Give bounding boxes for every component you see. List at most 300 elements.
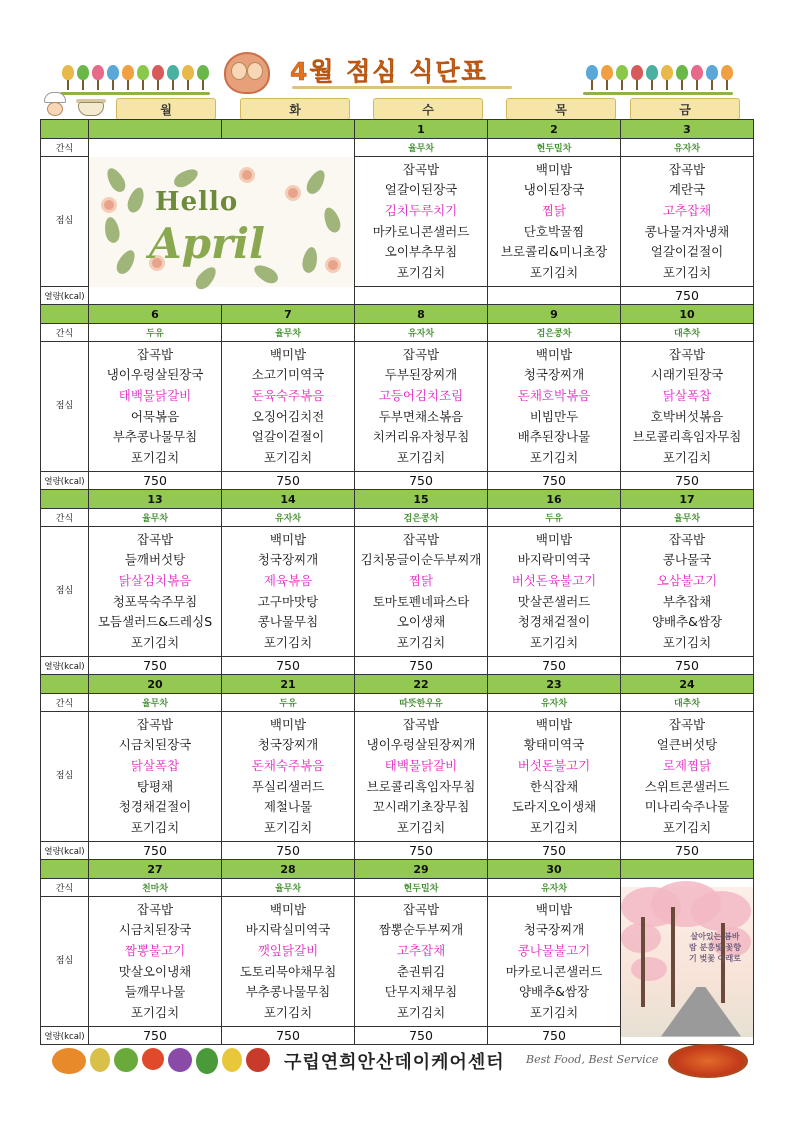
flower-icon	[101, 197, 117, 213]
kcal-cell: 750	[355, 1027, 488, 1045]
main-dish: 닭살김치볶음	[118, 572, 192, 588]
dish: 백미밥	[535, 901, 573, 917]
kcal-cell: 750	[355, 472, 488, 490]
lunch-cell	[355, 897, 488, 1027]
main-dish: 고추잡채	[396, 942, 446, 958]
dish: 오징어김치전	[251, 408, 325, 424]
dish: 비빔만두	[529, 408, 579, 424]
title-area	[220, 46, 540, 96]
dish: 콩나물무침	[257, 614, 319, 630]
tree-icon	[676, 65, 688, 90]
date-row	[41, 120, 754, 139]
dish: 포기김치	[662, 819, 712, 835]
lunch-cell	[488, 712, 621, 842]
kcal-label: 열량(kcal)	[41, 1027, 89, 1045]
snack-cell: 유자차	[488, 694, 621, 712]
snack-label: 간식	[41, 879, 89, 897]
dish: 잡곡밥	[402, 531, 440, 547]
lunch-label: 점심	[41, 712, 89, 842]
april-text: April	[149, 218, 265, 268]
tree-icon	[691, 65, 703, 90]
kcal-cell	[355, 287, 488, 305]
tree-icon	[77, 65, 89, 90]
dish: 탕평채	[136, 778, 174, 794]
lunch-cell	[488, 897, 621, 1027]
snack-cell: 율무차	[89, 509, 222, 527]
tree-icon	[107, 65, 119, 90]
flower-icon	[325, 257, 341, 273]
dish: 포기김치	[130, 1004, 180, 1020]
dish: 단호박꿀찜	[523, 223, 585, 239]
date-row-corner	[41, 120, 89, 139]
dish: 스위트콘샐러드	[644, 778, 730, 794]
main-dish: 닭살폭찹	[662, 387, 712, 403]
dish: 백미밥	[269, 901, 307, 917]
dish: 포기김치	[662, 264, 712, 280]
main-dish: 제육볶음	[263, 572, 313, 588]
weekday-thu: 목	[506, 98, 616, 120]
dish: 백미밥	[269, 346, 307, 362]
dish: 황태미역국	[523, 737, 585, 753]
cherry-caption: 살아있는 봄바람 분홍빛 꽃향기 벚꽃 아래로	[689, 931, 741, 963]
main-dish: 돈채숙주볶음	[251, 757, 325, 773]
dish: 얼갈이겉절이	[650, 244, 724, 260]
dish: 춘권튀김	[396, 963, 446, 979]
dish: 양배추&쌈장	[518, 984, 590, 1000]
date-cell: 3	[621, 120, 754, 139]
chef-icon	[40, 92, 70, 118]
dish: 잡곡밥	[668, 716, 706, 732]
date-row-corner	[41, 490, 89, 509]
tree-icon	[137, 65, 149, 90]
dish: 포기김치	[396, 819, 446, 835]
snack-label: 간식	[41, 324, 89, 342]
food-dish-icon	[668, 1044, 748, 1078]
leaf-icon	[113, 247, 138, 277]
date-row	[41, 305, 754, 324]
date-cell: 22	[355, 675, 488, 694]
main-dish: 태백물닭갈비	[384, 757, 458, 773]
dish: 배추된장나물	[517, 429, 591, 445]
title-underline	[292, 86, 512, 89]
dish: 두부면채소볶음	[378, 408, 464, 424]
date-cell: 6	[89, 305, 222, 324]
dish: 맛살오이냉채	[118, 963, 192, 979]
tree-icon	[706, 65, 718, 90]
dish: 토마토펜네파스타	[372, 593, 470, 609]
kcal-cell: 750	[355, 842, 488, 860]
dish: 잡곡밥	[402, 716, 440, 732]
dish: 잡곡밥	[402, 161, 440, 177]
kcal-cell: 750	[488, 472, 621, 490]
kcal-cell: 750	[89, 657, 222, 675]
lunch-cell	[355, 527, 488, 657]
broccoli-icon	[196, 1048, 218, 1074]
dish: 청국장찌개	[257, 552, 319, 568]
dish: 짬뽕순두부찌개	[378, 922, 464, 938]
date-row	[41, 860, 754, 879]
lunch-cell	[621, 712, 754, 842]
kcal-cell: 750	[89, 1027, 222, 1045]
kcal-cell: 750	[488, 1027, 621, 1045]
dish: 시금치된장국	[118, 922, 192, 938]
dish: 바지락미역국	[517, 552, 591, 568]
date-cell: 1	[355, 120, 488, 139]
kcal-row	[41, 842, 754, 860]
main-dish: 로제찜닭	[662, 757, 712, 773]
date-cell: 30	[488, 860, 621, 879]
lunch-row	[41, 342, 754, 472]
kcal-cell: 750	[621, 287, 754, 305]
date-cell: 28	[222, 860, 355, 879]
tree-icon	[122, 65, 134, 90]
main-dish: 태백물닭갈비	[118, 387, 192, 403]
dish: 바지락실미역국	[245, 922, 331, 938]
snack-cell: 율무차	[222, 879, 355, 897]
dish: 소고기미역국	[251, 367, 325, 383]
kcal-cell: 750	[89, 472, 222, 490]
dish: 부추콩나물무침	[245, 984, 331, 1000]
dish: 미나리숙주나물	[644, 799, 730, 815]
dish: 시래기된장국	[650, 367, 724, 383]
kcal-cell: 750	[222, 842, 355, 860]
snack-cell: 따뜻한우유	[355, 694, 488, 712]
lunch-cell	[89, 527, 222, 657]
tomato-icon	[142, 1048, 164, 1070]
dish: 잡곡밥	[668, 346, 706, 362]
dish: 오이부추무침	[384, 244, 458, 260]
dish: 단무지채무침	[384, 984, 458, 1000]
date-cell: 23	[488, 675, 621, 694]
leaf-icon	[103, 215, 121, 243]
date-cell	[621, 860, 754, 879]
date-cell: 8	[355, 305, 488, 324]
lunch-cell	[89, 342, 222, 472]
dish: 백미밥	[535, 716, 573, 732]
main-dish: 콩나물불고기	[517, 942, 591, 958]
dish: 포기김치	[263, 1004, 313, 1020]
date-cell: 17	[621, 490, 754, 509]
kcal-cell: 750	[488, 657, 621, 675]
dish: 콩나물국	[662, 552, 712, 568]
dish: 잡곡밥	[402, 901, 440, 917]
date-row-corner	[41, 860, 89, 879]
menu-table	[40, 119, 754, 1045]
tree-icon	[646, 65, 658, 90]
main-dish: 버섯돈육불고기	[511, 572, 597, 588]
date-cell: 7	[222, 305, 355, 324]
snack-cell: 대추차	[621, 324, 754, 342]
corn-icon	[222, 1048, 242, 1072]
date-cell: 9	[488, 305, 621, 324]
dish: 백미밥	[269, 531, 307, 547]
kcal-cell: 750	[355, 657, 488, 675]
dish: 모듬샐러드&드레싱S	[97, 614, 213, 630]
date-row	[41, 490, 754, 509]
main-dish: 고추잡채	[662, 202, 712, 218]
elderly-couple-icon	[220, 46, 276, 96]
dish: 양배추&쌈장	[651, 614, 723, 630]
dish: 브로콜리흑임자무침	[366, 778, 476, 794]
dish: 도라지오이생채	[511, 799, 597, 815]
dish: 포기김치	[529, 819, 579, 835]
snack-cell: 율무차	[621, 509, 754, 527]
lunch-cell	[222, 712, 355, 842]
lunch-cell	[355, 712, 488, 842]
tree-icon	[182, 65, 194, 90]
snack-cell: 율무차	[89, 694, 222, 712]
snack-cell: 유자차	[488, 879, 621, 897]
dish: 고구마맛탕	[257, 593, 319, 609]
dish: 부추잡채	[662, 593, 712, 609]
leaf-icon	[301, 245, 319, 273]
kcal-cell	[488, 287, 621, 305]
tree-icon	[92, 65, 104, 90]
snack-cell: 두유	[89, 324, 222, 342]
dish: 포기김치	[662, 634, 712, 650]
dish: 푸실리샐러드	[251, 778, 325, 794]
dish: 마카로니콘샐러드	[505, 963, 603, 979]
weekday-wed: 수	[373, 98, 483, 120]
dish: 꼬시래기초장무침	[372, 799, 470, 815]
tree-icon	[586, 65, 598, 90]
date-cell	[222, 120, 355, 139]
main-dish: 짬뽕불고기	[124, 942, 186, 958]
kcal-row	[41, 472, 754, 490]
dish: 백미밥	[269, 716, 307, 732]
dish: 잡곡밥	[136, 531, 174, 547]
lunch-cell	[89, 712, 222, 842]
dish: 잡곡밥	[136, 716, 174, 732]
snack-cell: 천마차	[89, 879, 222, 897]
snack-cell: 검은콩차	[488, 324, 621, 342]
tree-decoration-left	[62, 50, 209, 90]
lunch-label: 점심	[41, 342, 89, 472]
tree-trunk-icon	[641, 917, 645, 1007]
dish: 포기김치	[396, 264, 446, 280]
dish: 브로콜리&미니초장	[500, 244, 608, 260]
dish: 어묵볶음	[130, 408, 180, 424]
dish: 계란국	[668, 182, 706, 198]
snack-label: 간식	[41, 509, 89, 527]
dish: 부추콩나물무침	[112, 429, 198, 445]
dish: 청경채겉절이	[517, 614, 591, 630]
dish: 김치몽글이순두부찌개	[360, 552, 482, 568]
hello-april-image	[89, 139, 355, 305]
hello-april-illustration	[89, 157, 354, 287]
snack-cell: 율무차	[222, 324, 355, 342]
snack-cell: 현두밀차	[355, 879, 488, 897]
dish: 포기김치	[263, 449, 313, 465]
dish: 백미밥	[535, 346, 573, 362]
weekday-tue: 화	[240, 98, 350, 120]
kcal-row	[41, 657, 754, 675]
dish: 잡곡밥	[668, 161, 706, 177]
kcal-cell: 750	[621, 657, 754, 675]
dish: 포기김치	[529, 449, 579, 465]
date-cell: 10	[621, 305, 754, 324]
kcal-label: 열량(kcal)	[41, 472, 89, 490]
date-cell: 14	[222, 490, 355, 509]
dish: 시금치된장국	[118, 737, 192, 753]
tree-icon	[62, 65, 74, 90]
date-cell: 27	[89, 860, 222, 879]
tree-icon	[616, 65, 628, 90]
dish: 치커리유자청무침	[372, 429, 470, 445]
leaf-icon	[303, 167, 328, 197]
dish: 백미밥	[535, 161, 573, 177]
lunch-label: 점심	[41, 527, 89, 657]
lunch-cell	[488, 527, 621, 657]
dish: 포기김치	[130, 449, 180, 465]
cherry-blossom-illustration	[621, 887, 753, 1037]
snack-cell: 대추차	[621, 694, 754, 712]
snack-cell: 유자차	[222, 509, 355, 527]
dish: 냉이된장국	[523, 182, 585, 198]
tree-icon	[197, 65, 209, 90]
snack-cell: 현두밀차	[488, 139, 621, 157]
main-dish: 고등어김치조림	[378, 387, 464, 403]
dish: 오이생채	[396, 614, 446, 630]
tree-icon	[601, 65, 613, 90]
lunch-cell	[222, 527, 355, 657]
lunch-cell	[621, 527, 754, 657]
date-cell: 16	[488, 490, 621, 509]
dish: 냉이우렁살된장찌개	[366, 737, 476, 753]
radish-icon	[246, 1048, 270, 1072]
tree-icon	[167, 65, 179, 90]
lunch-cell	[621, 157, 754, 287]
tree-icon	[152, 65, 164, 90]
cabbage-icon	[114, 1048, 138, 1072]
dish: 잡곡밥	[668, 531, 706, 547]
center-name: 구립연희안산데이케어센터	[284, 1052, 505, 1073]
main-dish: 돈채호박볶음	[517, 387, 591, 403]
date-cell: 21	[222, 675, 355, 694]
dish: 청국장찌개	[523, 922, 585, 938]
dish: 얼갈이된장국	[384, 182, 458, 198]
main-dish: 깻잎닭갈비	[257, 942, 319, 958]
flower-icon	[239, 167, 255, 183]
snack-row	[41, 509, 754, 527]
kcal-label: 열량(kcal)	[41, 287, 89, 305]
lunch-row	[41, 527, 754, 657]
kcal-cell: 750	[222, 657, 355, 675]
snack-row	[41, 139, 754, 157]
leaf-icon	[103, 165, 128, 195]
main-dish: 닭살폭찹	[130, 757, 180, 773]
page-title: 4월 점심 식단표	[290, 57, 488, 86]
pot-icon	[76, 96, 106, 116]
dish: 포기김치	[662, 449, 712, 465]
dish: 콩나물겨자냉채	[644, 223, 730, 239]
dish: 얼큰버섯탕	[656, 737, 718, 753]
cherry-blossom-image	[621, 879, 754, 1045]
dish: 냉이우렁살된장국	[106, 367, 204, 383]
snack-cell: 두유	[222, 694, 355, 712]
date-cell: 13	[89, 490, 222, 509]
dish: 도토리묵야채무침	[239, 963, 337, 979]
snack-cell: 유자차	[355, 324, 488, 342]
kcal-cell: 750	[89, 842, 222, 860]
eggplant-icon	[168, 1048, 192, 1072]
slogan: Best Food, Best Service	[526, 1053, 659, 1066]
date-row-corner	[41, 305, 89, 324]
lunch-cell	[488, 342, 621, 472]
snack-cell: 검은콩차	[355, 509, 488, 527]
kcal-cell: 750	[621, 472, 754, 490]
tree-decoration-right	[586, 50, 733, 90]
dish: 청국장찌개	[523, 367, 585, 383]
lunch-label: 점심	[41, 157, 89, 287]
tree-trunk-icon	[671, 907, 675, 1007]
main-dish: 찜닭	[408, 572, 434, 588]
tree-icon	[721, 65, 733, 90]
lunch-cell	[222, 342, 355, 472]
snack-label: 간식	[41, 139, 89, 157]
dish: 포기김치	[396, 449, 446, 465]
snack-cell: 유자차	[621, 139, 754, 157]
tree-icon	[661, 65, 673, 90]
dish: 마카로니콘샐러드	[372, 223, 470, 239]
date-cell: 20	[89, 675, 222, 694]
main-dish: 버섯돈불고기	[517, 757, 591, 773]
dish: 포기김치	[529, 264, 579, 280]
date-cell: 2	[488, 120, 621, 139]
dish: 브로콜리흑임자무침	[632, 429, 742, 445]
weekday-mon: 월	[116, 98, 216, 120]
dish: 청국장찌개	[257, 737, 319, 753]
tree-icon	[631, 65, 643, 90]
snack-row	[41, 879, 754, 897]
lunch-cell	[355, 157, 488, 287]
snack-cell: 두유	[488, 509, 621, 527]
lunch-cell	[89, 897, 222, 1027]
dish: 포기김치	[130, 634, 180, 650]
blossom-icon	[631, 957, 667, 981]
lunch-cell	[488, 157, 621, 287]
leaf-icon	[125, 185, 147, 214]
pepper-icon	[90, 1048, 110, 1072]
date-cell: 29	[355, 860, 488, 879]
date-cell	[89, 120, 222, 139]
kcal-cell: 750	[222, 472, 355, 490]
date-row	[41, 675, 754, 694]
dish: 청포묵숙주무침	[112, 593, 198, 609]
date-cell: 24	[621, 675, 754, 694]
leaf-icon	[321, 205, 343, 234]
snack-row	[41, 694, 754, 712]
hello-text: Hello	[155, 186, 239, 217]
dish: 들깨버섯탕	[124, 552, 186, 568]
dish: 제철나물	[263, 799, 313, 815]
date-cell: 15	[355, 490, 488, 509]
weekday-bar	[40, 94, 753, 120]
page-footer	[48, 1044, 748, 1078]
snack-cell: 율무차	[355, 139, 488, 157]
flower-icon	[285, 185, 301, 201]
dish: 호박버섯볶음	[650, 408, 724, 424]
dish: 얼갈이겉절이	[251, 429, 325, 445]
dish: 잡곡밥	[136, 901, 174, 917]
dish: 맛살콘샐러드	[517, 593, 591, 609]
snack-label: 간식	[41, 694, 89, 712]
kcal-label: 열량(kcal)	[41, 657, 89, 675]
dish: 포기김치	[396, 1004, 446, 1020]
lunch-cell	[355, 342, 488, 472]
dish: 포기김치	[130, 819, 180, 835]
main-dish: 오삼불고기	[656, 572, 718, 588]
